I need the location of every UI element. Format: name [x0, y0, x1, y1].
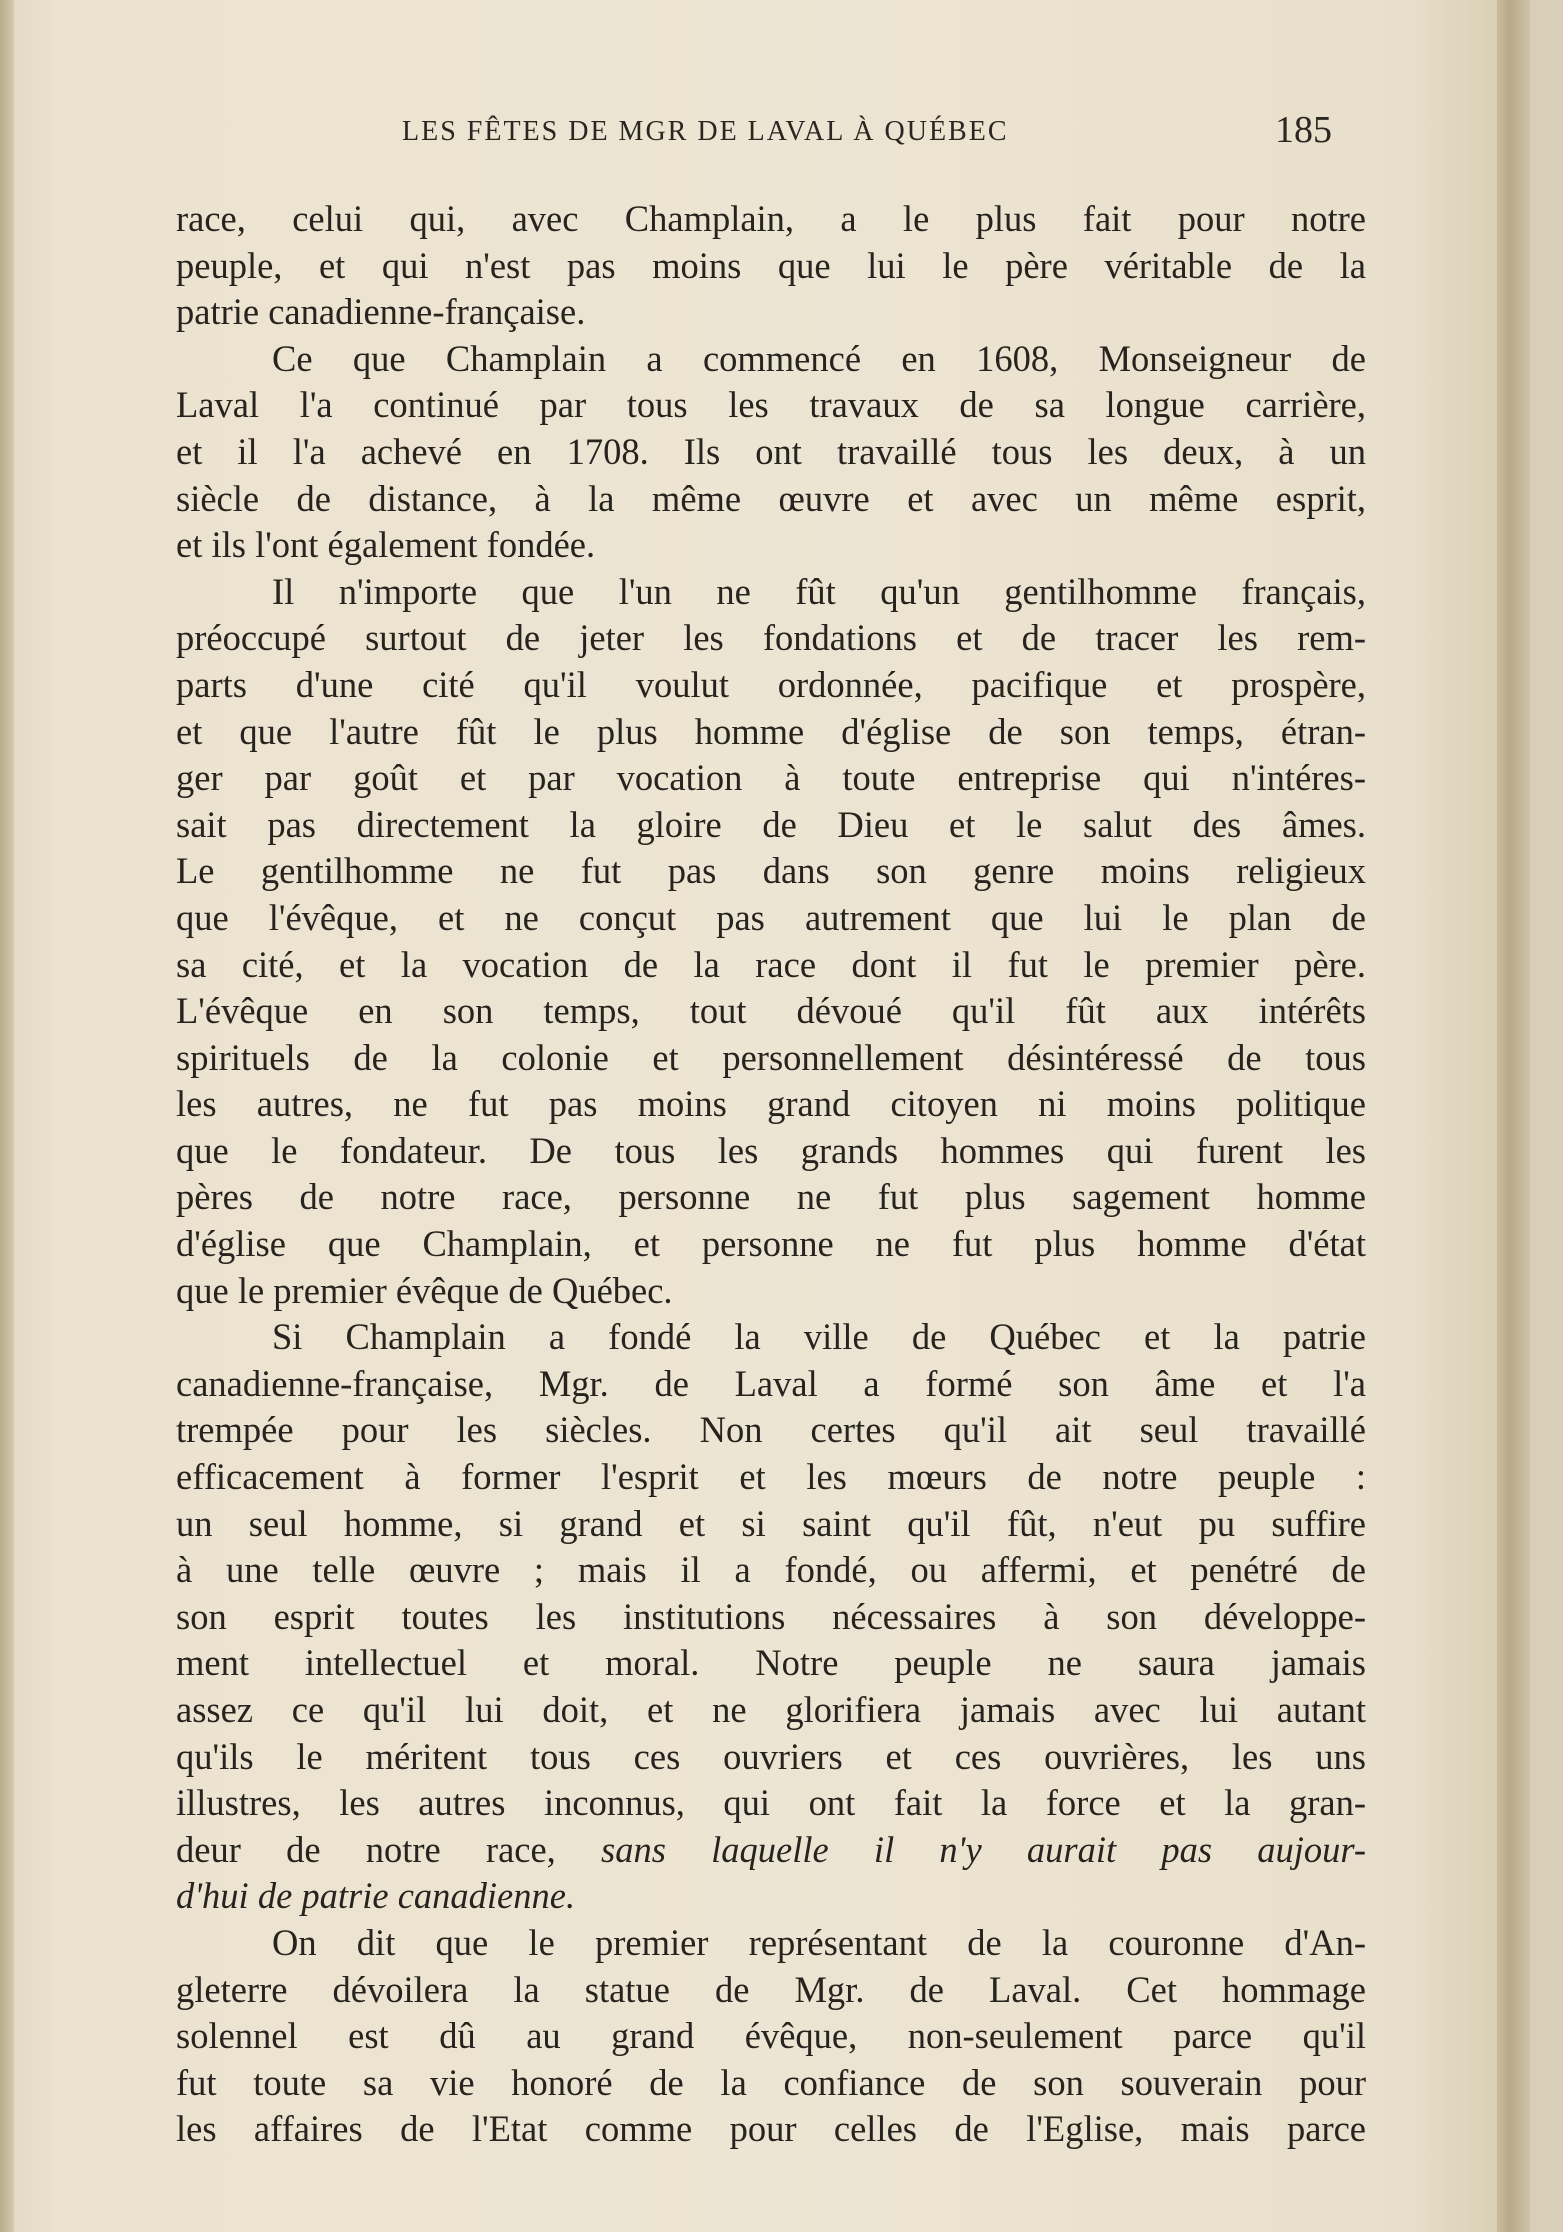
text-line: peuple, et qui n'est pas moins que lui le père véritable de la	[176, 244, 1366, 286]
running-title: LES FÊTES DE MGR DE LAVAL À QUÉBEC	[402, 116, 1009, 147]
text-line: efficacement à former l'esprit et les mœurs de notre peuple :	[176, 1456, 1366, 1498]
text-line: d'église que Champlain, et personne ne fut plus homme d'état	[176, 1223, 1366, 1265]
body-text	[176, 196, 1366, 2153]
text-line: et que l'autre fût le plus homme d'église de son temps, étran-	[176, 710, 1366, 752]
italic-text-line: d'hui de patrie canadienne.	[176, 1875, 576, 1917]
page-number: 185	[1275, 109, 1332, 151]
text-line: solennel est dû au grand évêque, non-seulement parce qu'il	[176, 2015, 1366, 2057]
text-line: Le gentilhomme ne fut pas dans son genre moins religieux	[176, 850, 1366, 892]
text-line: ment intellectuel et moral. Notre peuple ne saura jamais	[176, 1642, 1366, 1684]
text-line: spirituels de la colonie et personnellement désintéressé de tous	[176, 1036, 1366, 1078]
text-line: préoccupé surtout de jeter les fondations et de tracer les rem-	[176, 617, 1366, 659]
text-line: canadienne-française, Mgr. de Laval a formé son âme et l'a	[176, 1362, 1366, 1404]
page-right-edge	[1497, 0, 1530, 2232]
text-line: assez ce qu'il lui doit, et ne glorifiera jamais avec lui autant	[176, 1689, 1366, 1730]
text-line: pères de notre race, personne ne fut plus sagement homme	[176, 1176, 1366, 1218]
text-line: gleterre dévoilera la statue de Mgr. de Laval. Cet hommage	[176, 1968, 1366, 2010]
italic-text-run: sans laquelle il n'y aurait pas aujour-	[601, 1828, 1367, 1870]
text-line: les autres, ne fut pas moins grand citoyen ni moins politique	[176, 1083, 1366, 1125]
paragraph-start-line: Il n'importe que l'un ne fût qu'un gentilhomme français,	[272, 570, 1366, 612]
text-line: ger par goût et par vocation à toute entreprise qui n'intéres-	[176, 757, 1366, 799]
text-line: que l'évêque, et ne conçut pas autrement que lui le plan de	[176, 896, 1366, 938]
text-line: race, celui qui, avec Champlain, a le plus fait pour notre	[176, 198, 1366, 239]
text-line: Laval l'a continué par tous les travaux de sa longue carrière,	[176, 384, 1366, 426]
text-line: son esprit toutes les institutions nécessaires à son développe-	[176, 1595, 1366, 1637]
text-line: à une telle œuvre ; mais il a fondé, ou affermi, et penétré de	[176, 1549, 1366, 1591]
paragraph-start-line: On dit que le premier représentant de la couronne d'An-	[272, 1921, 1366, 1963]
text-line: patrie canadienne-française.	[176, 291, 586, 333]
mixed-text-line	[176, 1827, 1366, 1874]
text-line: et il l'a achevé en 1708. Ils ont travaillé tous les deux, à un	[176, 430, 1366, 472]
paragraph-start-line: Si Champlain a fondé la ville de Québec et la patrie	[272, 1316, 1366, 1358]
text-line: illustres, les autres inconnus, qui ont fait la force et la gran-	[176, 1782, 1366, 1824]
text-run: deur de notre race,	[176, 1828, 556, 1870]
running-head	[180, 109, 1380, 162]
text-line: que le fondateur. De tous les grands hommes qui furent les	[176, 1129, 1366, 1171]
text-line: trempée pour les siècles. Non certes qu'il ait seul travaillé	[176, 1409, 1366, 1451]
text-line: L'évêque en son temps, tout dévoué qu'il fût aux intérêts	[176, 990, 1366, 1032]
text-line: sait pas directement la gloire de Dieu et le salut des âmes.	[176, 803, 1366, 845]
text-line: les affaires de l'Etat comme pour celles de l'Eglise, mais parce	[176, 2108, 1366, 2150]
text-line: fut toute sa vie honoré de la confiance de son souverain pour	[176, 2061, 1366, 2103]
text-line: qu'ils le méritent tous ces ouvriers et ces ouvrières, les uns	[176, 1735, 1366, 1777]
text-line: parts d'une cité qu'il voulut ordonnée, pacifique et prospère,	[176, 663, 1366, 705]
text-line: sa cité, et la vocation de la race dont il fut le premier père.	[176, 943, 1366, 985]
text-line: et ils l'ont également fondée.	[176, 524, 596, 566]
page-left-edge	[0, 0, 14, 2232]
text-line: un seul homme, si grand et si saint qu'il fût, n'eut pu suffire	[176, 1502, 1366, 1544]
text-line: siècle de distance, à la même œuvre et avec un même esprit,	[176, 477, 1366, 519]
paragraph-start-line: Ce que Champlain a commencé en 1608, Monseigneur de	[272, 337, 1366, 379]
text-line: que le premier évêque de Québec.	[176, 1269, 673, 1311]
